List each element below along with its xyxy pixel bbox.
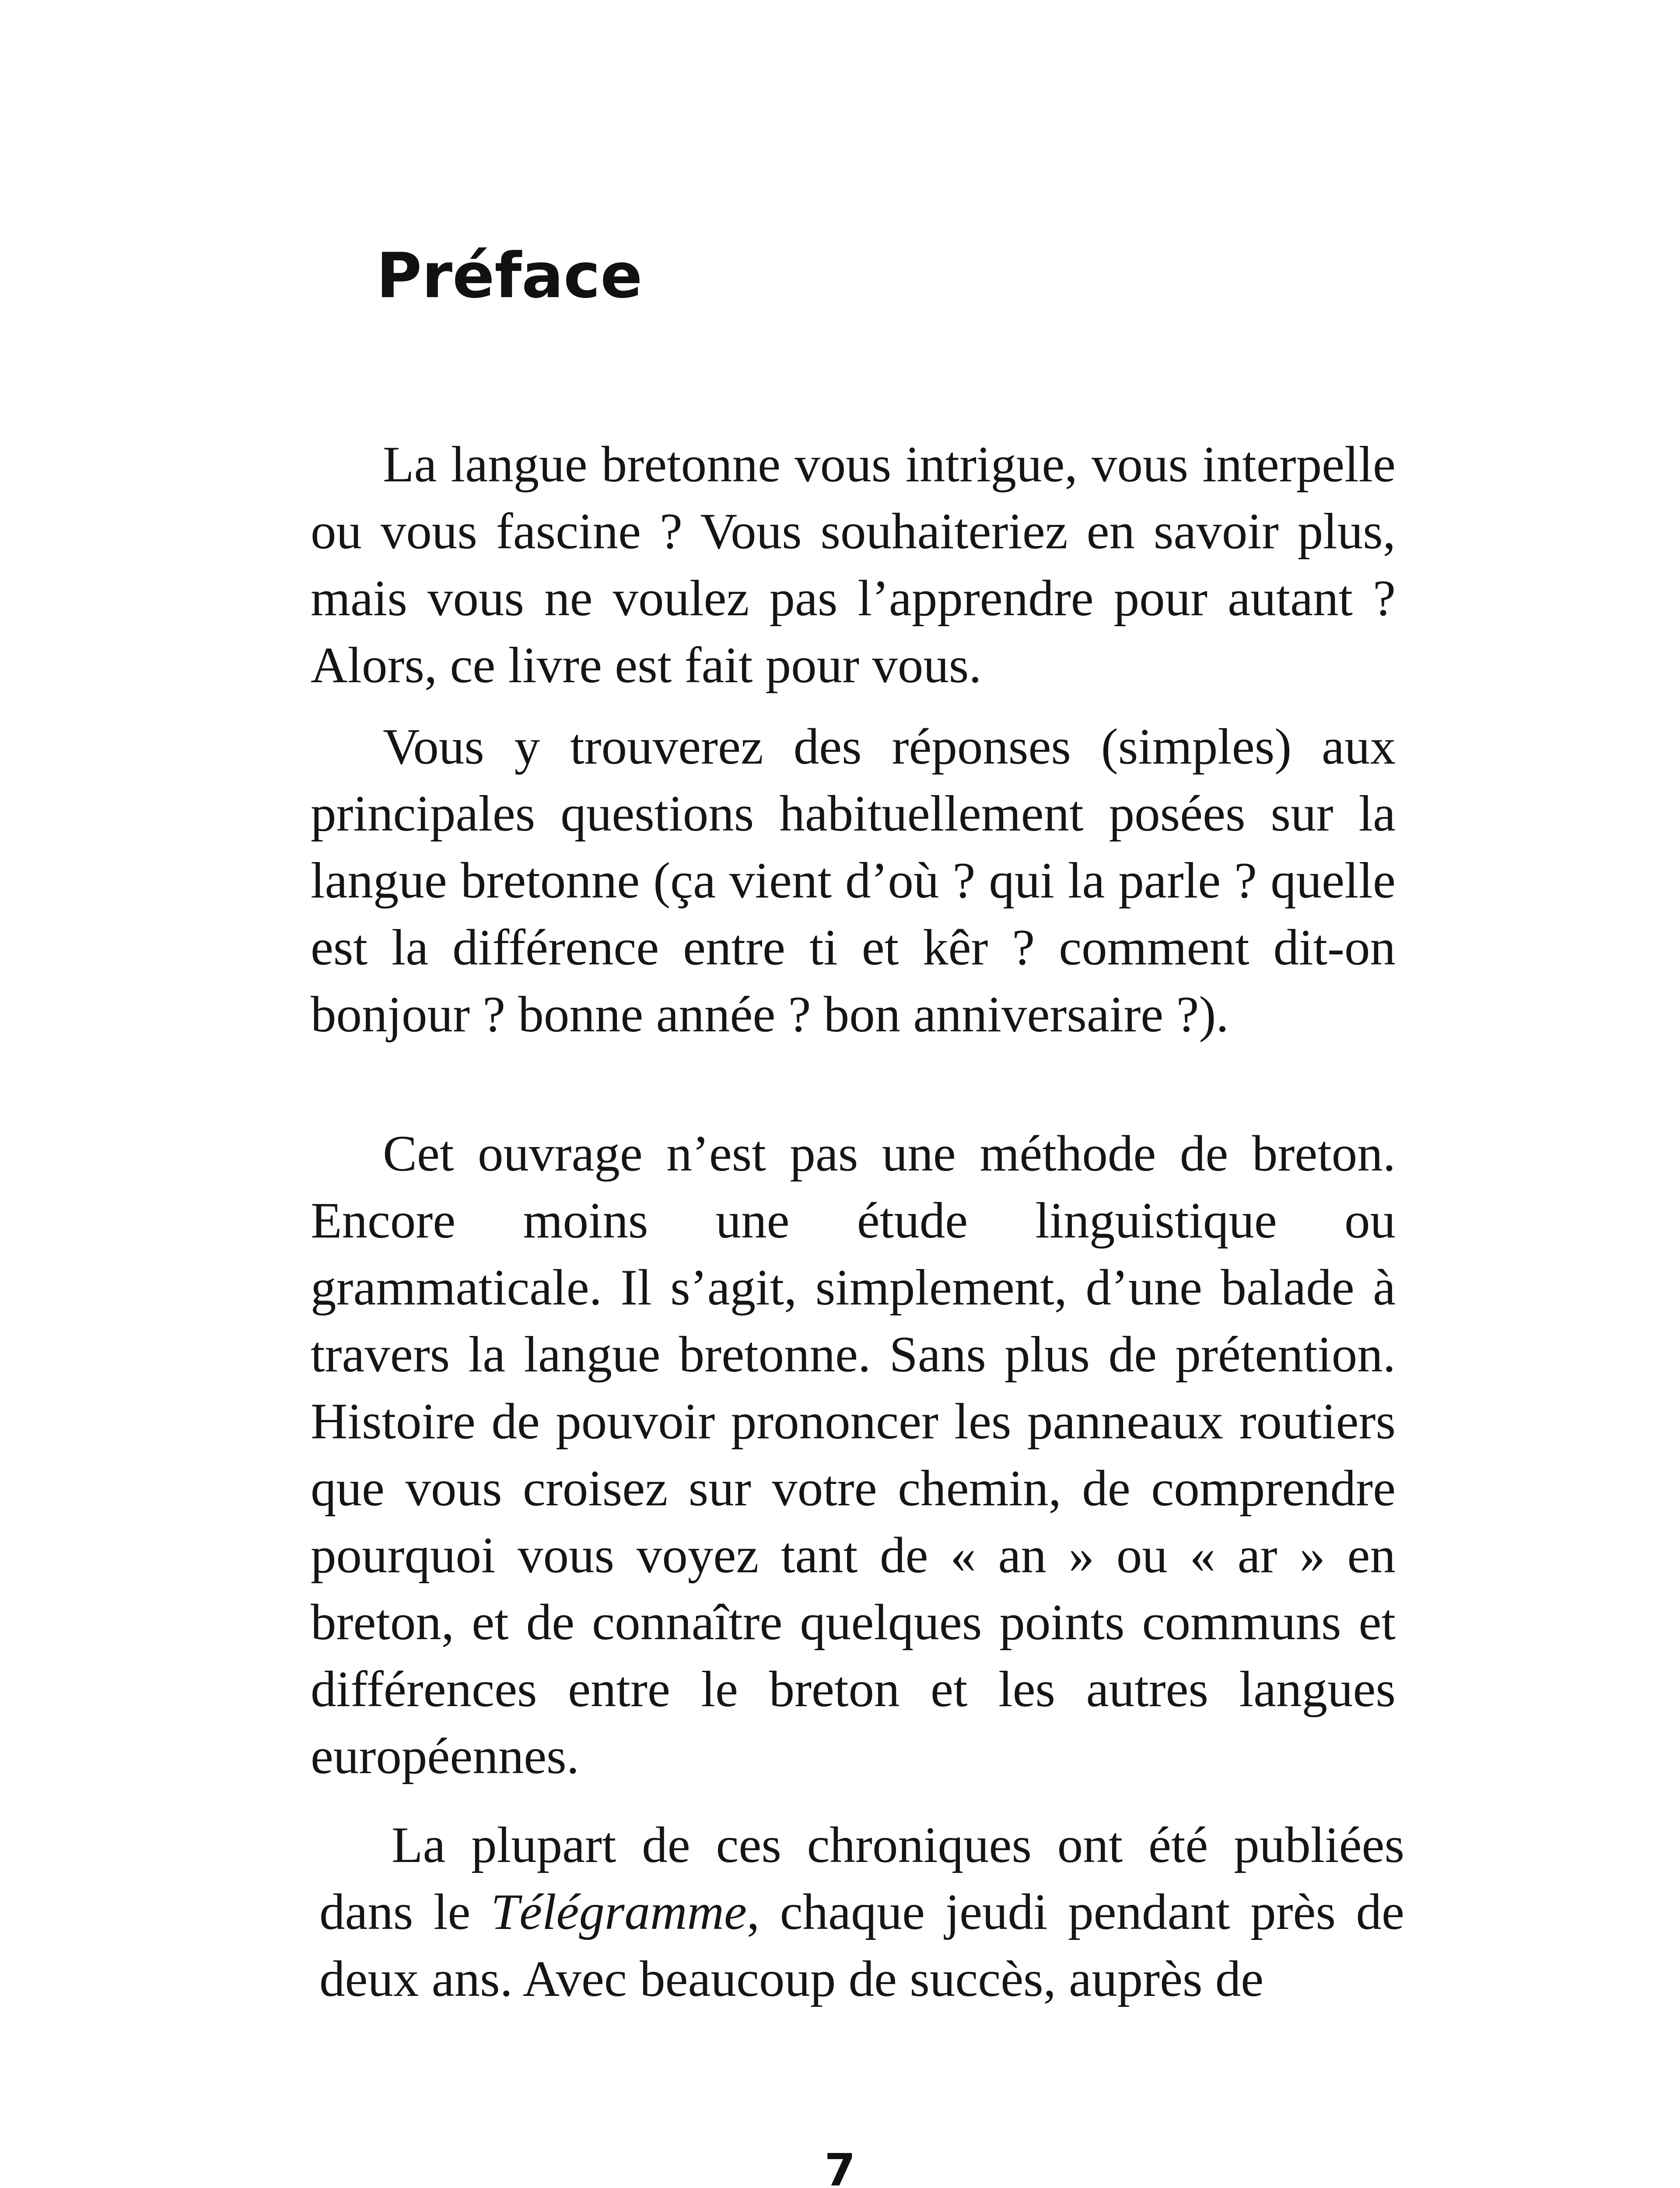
paragraph-publication-end: , chaque jeudi pendant près de deux ans. Avec beaucoup de succès, auprès de [319,1884,1404,2007]
paragraph-questions: Vous y trouverez des réponses (simples) aux principales questions habituellement posées sur la langue bretonne (ça vient d’où ? qui la parle ? quelle est la différence entre ti et kêr ? comment dit-on bonjour ? bonne année ? bon anniversaire ?). [311,719,1396,1043]
page-number: 7 [824,2144,856,2188]
chapter-title: Préface [376,240,643,312]
newspaper-title: Télégramme [491,1884,747,1940]
paragraph-intro: La langue bretonne vous intrigue, vous interpelle ou vous fascine ? Vous souhaiteriez en savoir plus, mais vous ne voulez pas l’apprendre pour autant ? Alors, ce livre est fait pour vous. [311,436,1396,694]
paragraph-purpose: Cet ouvrage n’est pas une méthode de breton. Encore moins une étude linguistique ou grammaticale. Il s’agit, simplement, d’une balade à travers la langue bretonne. Sans plus de prétention. Histoire de pouvoir prononcer les panneaux routiers que vous croisez sur votre chemin, de comprendre pourquoi vous voyez tant de « an » ou « ar » en breton, et de connaître quelques points communs et différences entre le breton et les autres langues européennes. [311,1126,1396,1785]
paragraph-publication-start: La plupart de ces chroniques ont été publiées dans le [319,1817,1404,1940]
paragraph-publication [319,1812,1404,2013]
